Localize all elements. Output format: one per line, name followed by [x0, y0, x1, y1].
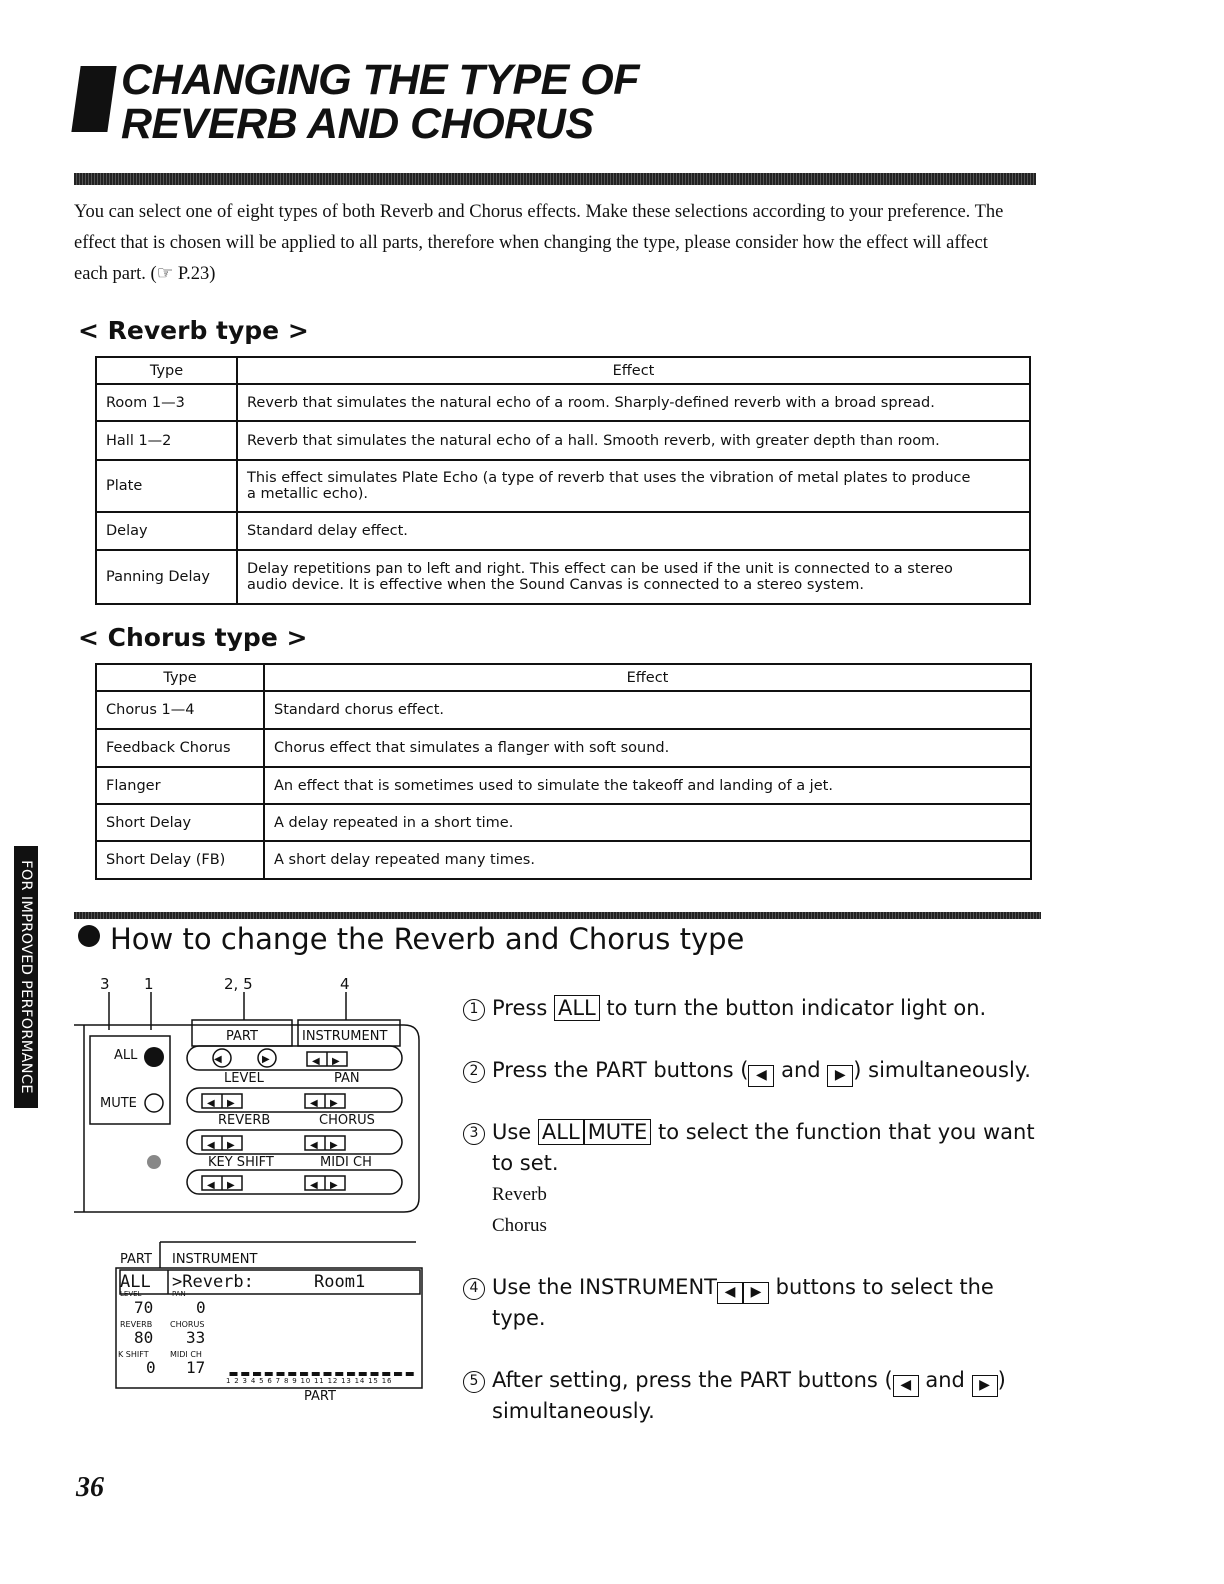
lcd-instrument-label: INSTRUMENT: [172, 1252, 258, 1267]
lcd-kshift: 0: [146, 1358, 156, 1377]
midi-ch-label: MIDI CH: [320, 1155, 372, 1170]
svg-text:▶: ▶: [330, 1140, 338, 1151]
intro-line: each part. (☞ P.23): [74, 264, 216, 284]
bullet-icon: [78, 925, 100, 947]
side-tab-label: FOR IMPROVED PERFORMANCE: [18, 860, 34, 1094]
table-row: [96, 384, 1030, 421]
lcd-pan-label: PAN: [172, 1290, 186, 1298]
intro-line: You can select one of eight types of both Reverb and Chorus effects. Make these selections according to your preference. The: [74, 202, 1004, 222]
effect-cell: Chorus effect that simulates a flanger with soft sound.: [264, 729, 1031, 767]
type-cell: Plate: [96, 460, 237, 512]
lcd-value: Room1: [314, 1272, 366, 1292]
all-key: ALL: [538, 1119, 584, 1145]
step-text: After setting, press the PART buttons (: [492, 1368, 893, 1392]
step-number: 3: [463, 1123, 485, 1145]
type-cell: Hall 1—2: [96, 421, 237, 460]
svg-text:◀: ◀: [207, 1098, 215, 1109]
step-text: and: [774, 1058, 828, 1082]
svg-text:◀: ◀: [310, 1140, 318, 1151]
header-rule: [74, 173, 1036, 185]
table-row: [96, 421, 1030, 460]
col-effect: Effect: [264, 664, 1031, 691]
mute-key: MUTE: [584, 1119, 652, 1145]
intro-line: effect that is chosen will be applied to all parts, therefore when changing the type, please consider how the effect will affect: [74, 233, 988, 253]
right-arrow-icon: ▶: [972, 1375, 998, 1397]
callout-1: 1: [144, 975, 154, 993]
svg-text:◀: ◀: [207, 1140, 215, 1151]
svg-text:▶: ▶: [262, 1054, 270, 1065]
effect-line: Delay repetitions pan to left and right. This effect can be used if the unit is connected to a stereo: [247, 561, 953, 577]
level-label: LEVEL: [224, 1071, 264, 1086]
title-marker: [71, 66, 116, 132]
right-arrow-icon: ▶: [827, 1065, 853, 1087]
lcd-function: >Reverb:: [172, 1272, 254, 1292]
chorus-table: [95, 663, 1032, 880]
left-arrow-icon: ◀: [717, 1282, 743, 1304]
table-row: [96, 550, 1030, 604]
instrument-label: INSTRUMENT: [302, 1029, 388, 1044]
type-cell: Feedback Chorus: [96, 729, 264, 767]
part-label: PART: [226, 1029, 258, 1044]
table-header-row: [96, 357, 1030, 384]
lcd-part-scale: 1 2 3 4 5 6 7 8 9 10 11 12 13 14 15 16: [226, 1377, 393, 1385]
step-number: 1: [463, 999, 485, 1021]
section-rule: [74, 912, 1041, 919]
lcd-level-label: LEVEL: [120, 1290, 142, 1298]
page-number: 36: [76, 1472, 104, 1503]
step-text: Press the PART buttons (: [492, 1058, 749, 1082]
lcd-mode: ALL: [120, 1272, 151, 1292]
effect-line: audio device. It is effective when the Sound Canvas is connected to a stereo system.: [247, 577, 864, 593]
table-row: [96, 512, 1030, 550]
lcd-reverb-label: REVERB: [120, 1320, 153, 1329]
step-number: 5: [463, 1371, 485, 1393]
effect-line: This effect simulates Plate Echo (a type of reverb that uses the vibration of metal plates to produce: [247, 470, 971, 486]
how-to-title: How to change the Reverb and Chorus type: [110, 922, 745, 956]
lcd-chorus-label: CHORUS: [170, 1320, 205, 1329]
effect-cell: [237, 550, 1030, 604]
step-4: [463, 1275, 994, 1304]
option-chorus: Chorus: [492, 1215, 547, 1236]
svg-text:▶: ▶: [330, 1180, 338, 1191]
left-arrow-icon: ◀: [748, 1065, 774, 1087]
how-to-heading: [78, 922, 744, 956]
reverb-table: [95, 356, 1031, 605]
option-reverb: Reverb: [492, 1184, 547, 1205]
table-row: [96, 729, 1031, 767]
svg-text:◀: ◀: [312, 1056, 320, 1067]
step-text: to select the function that you want: [651, 1120, 1035, 1144]
table-row: [96, 841, 1031, 879]
type-cell: Chorus 1—4: [96, 691, 264, 729]
step-text: buttons to select the: [769, 1275, 994, 1299]
step-text: and: [918, 1368, 972, 1392]
step-5-line-2: simultaneously.: [492, 1399, 655, 1423]
effect-cell: Reverb that simulates the natural echo of a hall. Smooth reverb, with greater depth than room.: [237, 421, 1030, 460]
chorus-heading: < Chorus type >: [78, 623, 308, 652]
lcd-kshift-label: K SHIFT: [118, 1350, 149, 1359]
effect-cell: An effect that is sometimes used to simulate the takeoff and landing of a jet.: [264, 767, 1031, 804]
type-cell: Short Delay: [96, 804, 264, 841]
step-text: Use the INSTRUMENT: [492, 1275, 717, 1299]
all-key: ALL: [554, 995, 600, 1021]
step-text: ) simultaneously.: [853, 1058, 1031, 1082]
svg-text:◀: ◀: [310, 1180, 318, 1191]
step-text: Press: [492, 996, 554, 1020]
effect-cell: Standard delay effect.: [237, 512, 1030, 550]
type-cell: Short Delay (FB): [96, 841, 264, 879]
reverb-label: REVERB: [218, 1113, 271, 1128]
effect-line: a metallic echo).: [247, 486, 368, 502]
step-text: Use: [492, 1120, 538, 1144]
mute-button[interactable]: MUTE: [100, 1096, 137, 1111]
step-number: 2: [463, 1061, 485, 1083]
svg-text:▶: ▶: [332, 1056, 340, 1067]
effect-cell: A short delay repeated many times.: [264, 841, 1031, 879]
control-panel-diagram: [74, 970, 424, 1218]
callout-3: 3: [100, 975, 110, 993]
chorus-label: CHORUS: [319, 1113, 375, 1128]
effect-cell: Standard chorus effect.: [264, 691, 1031, 729]
reverb-heading: < Reverb type >: [78, 316, 309, 345]
type-cell: Delay: [96, 512, 237, 550]
lcd-level: 70: [134, 1298, 154, 1317]
col-effect: Effect: [237, 357, 1030, 384]
step-text: ): [997, 1368, 1006, 1392]
title-line-1: CHANGING THE TYPE OF: [121, 56, 639, 104]
step-4-line-2: type.: [492, 1306, 546, 1330]
lcd-bottom-part-label: PART: [304, 1389, 336, 1404]
title-line-2: REVERB AND CHORUS: [121, 100, 594, 148]
page-title: [76, 58, 639, 146]
step-1: [463, 996, 986, 1021]
all-button[interactable]: ALL: [114, 1048, 138, 1063]
lcd-midich-label: MIDI CH: [170, 1350, 202, 1359]
effect-cell: Reverb that simulates the natural echo of a room. Sharply-defined reverb with a broad spread.: [237, 384, 1030, 421]
step-number: 4: [463, 1278, 485, 1300]
table-header-row: [96, 664, 1031, 691]
right-arrow-icon: ▶: [743, 1282, 769, 1304]
side-tab: [14, 846, 38, 1108]
intro-paragraph: [74, 197, 1040, 290]
left-arrow-icon: ◀: [893, 1375, 919, 1397]
key-shift-label: KEY SHIFT: [208, 1155, 274, 1170]
svg-text:▶: ▶: [227, 1180, 235, 1191]
callout-2-5: 2, 5: [224, 975, 253, 993]
table-row: [96, 691, 1031, 729]
type-cell: Flanger: [96, 767, 264, 804]
effect-cell: A delay repeated in a short time.: [264, 804, 1031, 841]
pan-label: PAN: [334, 1071, 360, 1086]
svg-text:◀: ◀: [207, 1180, 215, 1191]
lcd-chorus: 33: [186, 1328, 206, 1347]
table-row: [96, 460, 1030, 512]
type-cell: Panning Delay: [96, 550, 237, 604]
step-3-line-2: to set.: [492, 1151, 559, 1175]
table-row: [96, 767, 1031, 804]
effect-cell: [237, 460, 1030, 512]
step-3: [463, 1120, 1035, 1145]
svg-text:◀: ◀: [310, 1098, 318, 1109]
svg-text:▶: ▶: [227, 1140, 235, 1151]
col-type: Type: [96, 664, 264, 691]
svg-text:▶: ▶: [330, 1098, 338, 1109]
lcd-midich: 17: [186, 1358, 206, 1377]
callout-4: 4: [340, 975, 350, 993]
step-2: [463, 1058, 1031, 1087]
step-5: [463, 1368, 1006, 1397]
svg-text:◀: ◀: [214, 1054, 222, 1065]
svg-text:▶: ▶: [227, 1098, 235, 1109]
table-row: [96, 804, 1031, 841]
lcd-part-label: PART: [120, 1252, 152, 1267]
col-type: Type: [96, 357, 237, 384]
lcd-pan: 0: [196, 1298, 206, 1317]
lcd-display: [112, 1240, 427, 1390]
step-text: to turn the button indicator light on.: [599, 996, 987, 1020]
type-cell: Room 1—3: [96, 384, 237, 421]
lcd-reverb: 80: [134, 1328, 154, 1347]
